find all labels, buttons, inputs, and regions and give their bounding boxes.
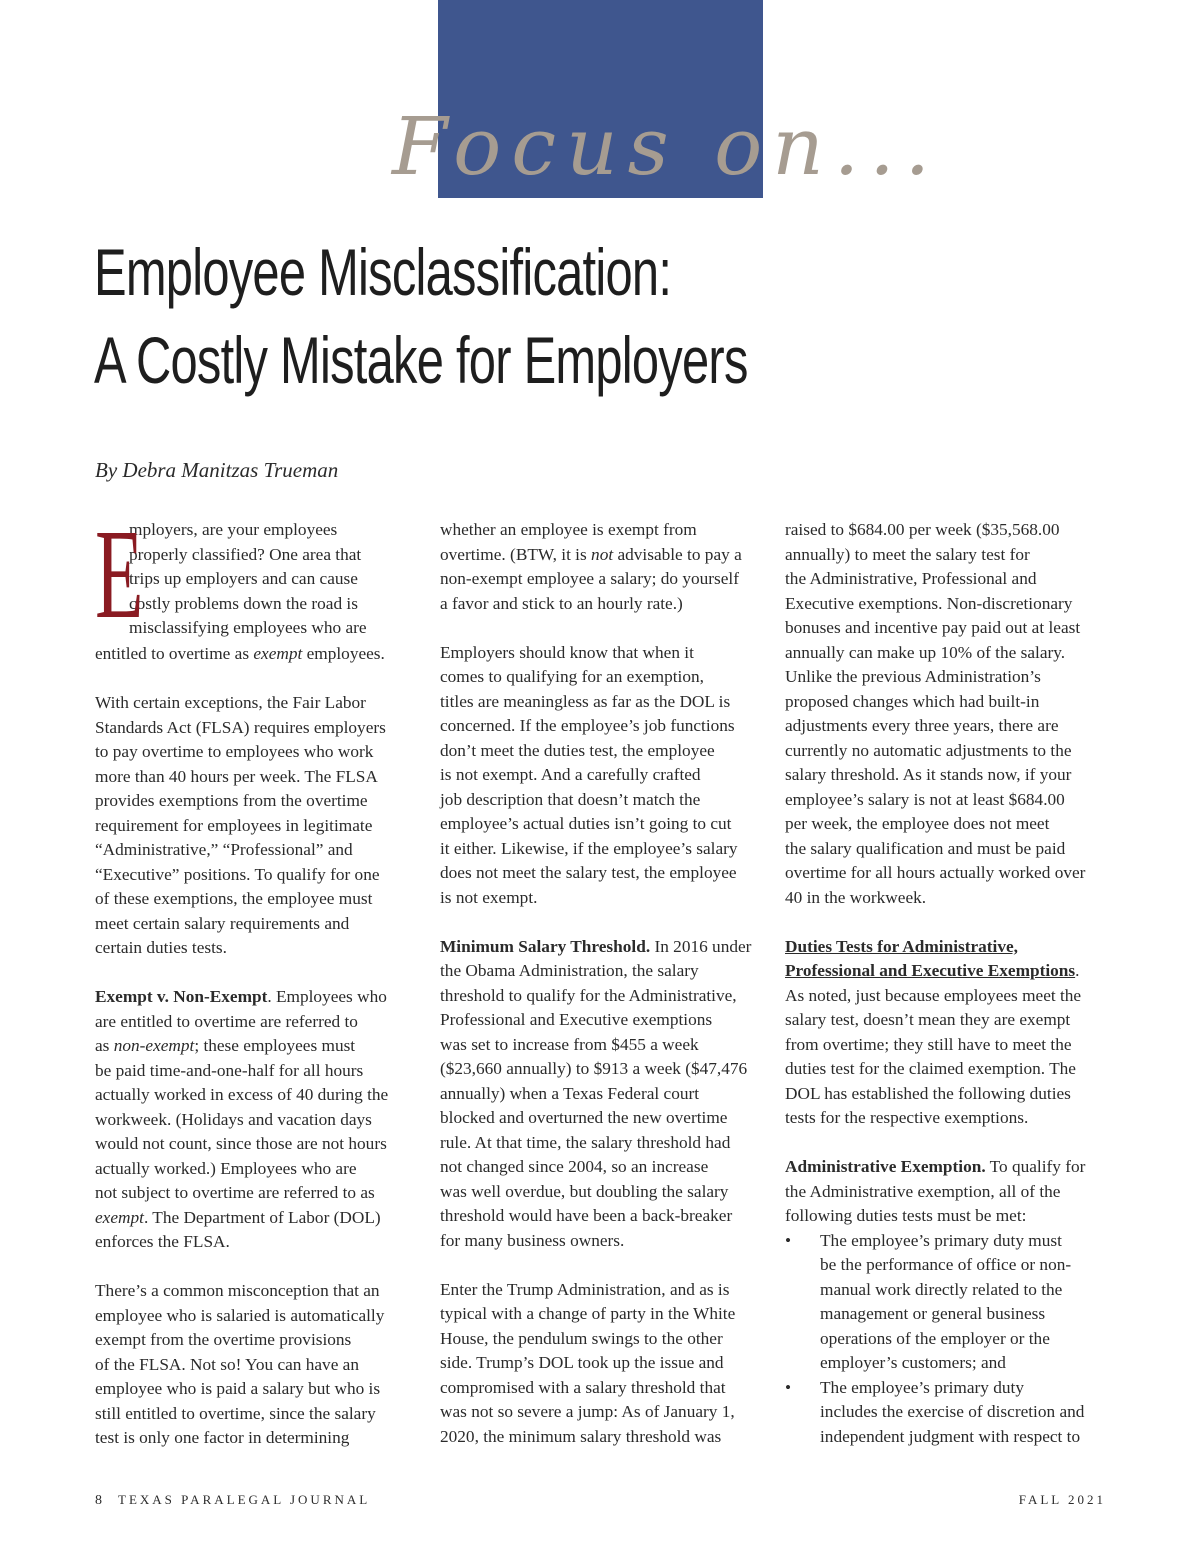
section-heading: Minimum Salary Threshold. — [440, 936, 651, 956]
text-line: 2020, the minimum salary threshold was — [440, 1426, 722, 1446]
text-line: typical with a change of party in the White — [440, 1304, 736, 1323]
text-line: employee who is paid a salary but who is — [95, 1379, 381, 1398]
text-line: employer’s customers; and — [820, 1353, 1006, 1372]
focus-on-heading: Focus on... — [392, 100, 941, 193]
text-line: certain duties tests. — [95, 938, 227, 957]
text-line: be the performance of office or non- — [820, 1255, 1072, 1274]
text-line: per week, the employee does not meet — [785, 814, 1050, 833]
text-line: Minimum Salary Threshold. In 2016 under — [440, 936, 752, 956]
text-line: Executive exemptions. Non-discretionary — [785, 593, 1073, 613]
text-line: There’s a common misconception that an — [95, 1281, 380, 1300]
section-heading: Exempt v. Non-Exempt — [95, 987, 268, 1006]
text-line: overtime for all hours actually worked over — [785, 863, 1086, 882]
article-title — [94, 228, 760, 404]
text-line: to pay overtime to employees who work — [95, 742, 374, 761]
text-line: was not so severe a jump: As of January 1, — [440, 1402, 735, 1421]
paragraph — [95, 1279, 425, 1451]
paragraph — [785, 1155, 1115, 1449]
text-line: does not meet the salary test, the employee — [440, 863, 737, 882]
footer-left — [95, 1492, 370, 1509]
text-line: mployers, are your employees — [129, 520, 338, 539]
text-line: threshold to qualify for the Administrative, — [440, 985, 737, 1005]
text-line: misclassifying employees who are — [129, 618, 367, 637]
text-line: trips up employers and can cause — [129, 569, 358, 588]
text-line: provides exemptions from the overtime — [95, 791, 368, 810]
text-line: whether an employee is exempt from — [440, 520, 697, 539]
paragraph — [440, 1278, 770, 1450]
text-line: operations of the employer or the — [820, 1328, 1050, 1348]
section-heading: Professional and Executive Exemptions — [785, 961, 1076, 980]
page-number: 8 — [95, 1493, 102, 1508]
text-line: includes the exercise of discretion and — [820, 1402, 1085, 1421]
text-line: threshold would have been a back-breaker — [440, 1206, 733, 1225]
text-line: raised to $684.00 per week ($35,568.00 — [785, 520, 1060, 539]
text-line: are entitled to overtime are referred to — [95, 1011, 358, 1031]
paragraph — [440, 641, 770, 911]
text-line: test is only one factor in determining — [95, 1428, 350, 1447]
text-line: Exempt v. Non-Exempt. Employees who — [95, 987, 387, 1006]
text-line: is not exempt. And a carefully crafted — [440, 765, 701, 784]
text-line: DOL has established the following duties — [785, 1083, 1071, 1103]
text-line: entitled to overtime as exempt employees. — [95, 644, 385, 663]
text-line: duties test for the claimed exemption. The — [785, 1059, 1076, 1078]
text-line: for many business owners. — [440, 1230, 625, 1250]
text-line: is not exempt. — [440, 887, 538, 907]
text-line: House, the pendulum swings to the other — [440, 1328, 723, 1348]
text-line: was well overdue, but doubling the salary — [440, 1181, 729, 1201]
text-line: proposed changes which had built-in — [785, 691, 1040, 711]
text-line: following duties tests must be met: — [785, 1206, 1027, 1225]
text-line: non-exempt employee a salary; do yourself — [440, 569, 739, 588]
text-line: not subject to overtime are referred to as — [95, 1183, 375, 1202]
text-line: exempt. The Department of Labor (DOL) — [95, 1207, 381, 1227]
text-line: the Administrative, Professional and — [785, 569, 1037, 588]
text-line: meet certain salary requirements and — [95, 913, 350, 933]
text-line: still entitled to overtime, since the salary — [95, 1403, 376, 1423]
text-line: titles are meaningless as far as the DOL is — [440, 691, 731, 711]
text-line: actually worked.) Employees who are — [95, 1158, 357, 1178]
text-line: job description that doesn’t match the — [440, 789, 701, 809]
text-line: annually can make up 10% of the salary. — [785, 642, 1066, 662]
column-3 — [785, 518, 1115, 1474]
paragraph — [440, 518, 770, 616]
bullet-item: • The employee’s primary duty must — [785, 1229, 1115, 1254]
text-line: Administrative Exemption. To qualify for — [785, 1157, 1086, 1176]
text-line: ($23,660 annually) to $913 a week ($47,476 — [440, 1059, 748, 1078]
text-line: overtime. (BTW, it is not advisable to pay a — [440, 544, 742, 564]
text-line: salary test, doesn’t mean they are exempt — [785, 1010, 1071, 1029]
text-line: currently no automatic adjustments to the — [785, 740, 1072, 760]
text-line: the Administrative exemption, all of the — [785, 1181, 1061, 1201]
text-line: would not count, since those are not hours — [95, 1134, 387, 1153]
text-line: concerned. If the employee’s job functions — [440, 716, 735, 735]
text-line — [785, 935, 1115, 960]
text-line: costly problems down the road is — [129, 593, 358, 613]
section-heading: Duties Tests for Administrative, — [785, 936, 1018, 956]
text-line: employee’s salary is not at least $684.00 — [785, 789, 1065, 809]
text-line: As noted, just because employees meet the — [785, 985, 1082, 1005]
paragraph — [440, 935, 770, 1254]
text-line: a favor and stick to an hourly rate.) — [440, 593, 683, 613]
text-line: With certain exceptions, the Fair Labor — [95, 693, 366, 712]
bullet-icon: • — [785, 1377, 792, 1397]
issue-date: FALL 2021 — [1018, 1492, 1106, 1507]
text-line: of the FLSA. Not so! You can have an — [95, 1354, 359, 1374]
column-1 — [95, 503, 425, 1475]
text-line: management or general business — [820, 1304, 1046, 1323]
text-line: don’t meet the duties test, the employee — [440, 740, 715, 760]
text-line: independent judgment with respect to — [820, 1426, 1081, 1446]
text-line: rule. At that time, the salary threshold had — [440, 1132, 731, 1152]
text-line: Enter the Trump Administration, and as is — [440, 1279, 730, 1299]
text-line: Professional and Executive exemptions — [440, 1010, 713, 1029]
column-2 — [440, 518, 770, 1474]
text-line: as non-exempt; these employees must — [95, 1036, 356, 1055]
text-line: 40 in the workweek. — [785, 887, 927, 907]
text-line: the salary qualification and must be paid — [785, 838, 1066, 858]
text-line: compromised with a salary threshold that — [440, 1377, 726, 1397]
text-line: more than 40 hours per week. The FLSA — [95, 766, 378, 786]
text-line: employee’s actual duties isn’t going to cut — [440, 814, 732, 833]
section-heading: Administrative Exemption. — [785, 1157, 986, 1176]
paragraph — [95, 503, 425, 667]
paragraph — [785, 935, 1115, 1131]
text-line: adjustments every three years, there are — [785, 716, 1059, 735]
text-line: bonuses and incentive pay paid out at least — [785, 618, 1081, 637]
text-line: manual work directly related to the — [820, 1279, 1063, 1299]
text-line: Standards Act (FLSA) requires employers — [95, 717, 386, 737]
paragraph — [95, 985, 425, 1255]
title-line-2: A Costly Mistake for Employers — [94, 323, 748, 397]
text-line: Unlike the previous Administration’s — [785, 667, 1041, 686]
text-line: salary threshold. As it stands now, if your — [785, 765, 1072, 784]
text-line: exempt from the overtime provisions — [95, 1330, 352, 1349]
text-line: of these exemptions, the employee must — [95, 889, 373, 908]
byline: By Debra Manitzas Trueman — [95, 458, 339, 482]
text-line: was set to increase from $455 a week — [440, 1034, 699, 1054]
text-line: properly classified? One area that — [129, 544, 362, 564]
text-line: requirement for employees in legitimate — [95, 815, 373, 835]
text-line: Professional and Executive Exemptions. — [785, 961, 1080, 980]
text-line: the Obama Administration, the salary — [440, 961, 699, 980]
journal-name: TEXAS PARALEGAL JOURNAL — [118, 1492, 371, 1507]
text-line: employee who is salaried is automatically — [95, 1305, 385, 1325]
text-line: blocked and overturned the new overtime — [440, 1108, 728, 1127]
text-line: actually worked in excess of 40 during the — [95, 1085, 389, 1104]
text-line: workweek. (Holidays and vacation days — [95, 1109, 372, 1129]
drop-cap: E — [95, 503, 144, 645]
text-line: “Executive” positions. To qualify for one — [95, 864, 380, 884]
bullet-item: • The employee’s primary duty — [785, 1376, 1115, 1401]
text-line: side. Trump’s DOL took up the issue and — [440, 1353, 724, 1372]
text-line: not changed since 2004, so an increase — [440, 1157, 709, 1176]
bullet-icon: • — [785, 1230, 792, 1250]
text-line: “Administrative,” “Professional” and — [95, 840, 353, 859]
text-line: enforces the FLSA. — [95, 1232, 230, 1251]
text-line: tests for the respective exemptions. — [785, 1108, 1029, 1127]
text-line: comes to qualifying for an exemption, — [440, 667, 704, 686]
text-line: from overtime; they still have to meet the — [785, 1034, 1072, 1054]
title-line-1: Employee Misclassification: — [94, 235, 672, 309]
text-line: annually) when a Texas Federal court — [440, 1083, 700, 1103]
text-line: annually) to meet the salary test for — [785, 544, 1030, 564]
paragraph — [95, 691, 425, 961]
paragraph — [785, 518, 1115, 910]
text-line: be paid time-and-one-half for all hours — [95, 1060, 364, 1080]
text-line: it either. Likewise, if the employee’s salary — [440, 838, 738, 858]
text-line: Employers should know that when it — [440, 642, 694, 662]
